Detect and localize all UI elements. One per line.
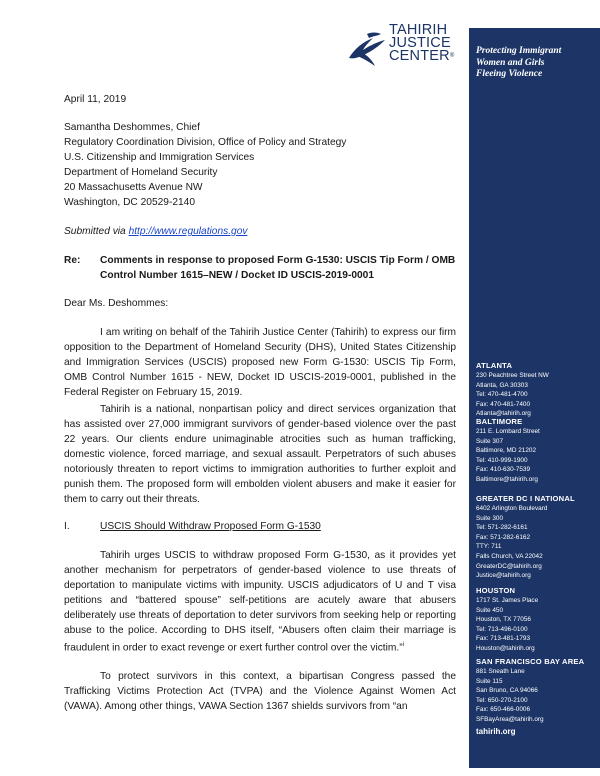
paragraph-2-text: Tahirih is a national, nonpartisan policy and direct services organization that has assisted over 27,000 immigrant survivors of gender-based violence over the past 22 years. Our clients endure unimaginable atrocities such as human trafficking, domestic violence, forced marriage, and sexual assault. Perpetrators of such abuses notoriously threaten to report victims to immigration authorities to further exploit and punish them. The proposed form will embolden violent abusers and make it easier for them to carry out their threats. bbox=[64, 404, 456, 505]
office-email[interactable]: GreaterDC@tahirih.org bbox=[476, 562, 542, 570]
recipient-line: Regulatory Coordination Division, Office of Policy and Strategy bbox=[64, 137, 347, 148]
office-line: Fax: 470-481-7400 bbox=[476, 400, 531, 408]
office-line: Fax: 713-481-1793 bbox=[476, 635, 531, 643]
office-line: Fax: 571-282-6162 bbox=[476, 533, 531, 541]
logo-wordmark bbox=[389, 24, 459, 63]
re-label: Re: bbox=[64, 255, 81, 266]
office-line: 211 E. Lombard Street bbox=[476, 428, 540, 435]
section-title: USCIS Should Withdraw Proposed Form G-1530 bbox=[100, 521, 321, 532]
tagline bbox=[476, 46, 561, 81]
registered-mark: ® bbox=[449, 53, 455, 59]
logo-line-2: JUSTICE bbox=[389, 35, 451, 51]
logo-line-1: TAHIRIH bbox=[389, 22, 448, 38]
office-line: Houston, TX 77056 bbox=[476, 616, 531, 624]
office-san-francisco bbox=[476, 657, 584, 725]
office-city: HOUSTON bbox=[476, 586, 516, 595]
office-line: 1717 St. James Place bbox=[476, 597, 539, 604]
tahirih-logo bbox=[347, 24, 457, 72]
office-line: 6402 Arlington Boulevard bbox=[476, 505, 548, 512]
office-email[interactable]: Baltimore@tahirih.org bbox=[476, 475, 538, 483]
office-line: Suite 450 bbox=[476, 606, 504, 614]
letter-date: April 11, 2019 bbox=[64, 94, 127, 105]
recipient-line: Washington, DC 20529-2140 bbox=[64, 197, 196, 208]
sidebar bbox=[469, 28, 600, 768]
office-line: Suite 115 bbox=[476, 677, 503, 685]
office-line: 881 Sneath Lane bbox=[476, 668, 525, 675]
tagline-line: Fleeing Violence bbox=[476, 69, 543, 79]
office-city: ATLANTA bbox=[476, 361, 513, 370]
office-line: Atlanta, GA 30303 bbox=[476, 381, 528, 389]
website-link[interactable]: tahirih.org bbox=[476, 727, 516, 736]
office-houston bbox=[476, 586, 538, 654]
office-line: San Bruno, CA 94066 bbox=[476, 687, 538, 695]
tagline-line: Women and Girls bbox=[476, 57, 545, 68]
office-city: SAN FRANCISCO BAY AREA bbox=[476, 657, 585, 666]
paragraph-3 bbox=[64, 548, 456, 655]
office-greater-dc bbox=[476, 494, 575, 581]
paragraph-3-text: Tahirih urges USCIS to withdraw proposed Form G-1530, as it provides yet another mechanism for perpetrators of gender-based violence to use threats of deportation to manipulate victims with impunity. USCIS adjudicators of U and T visa petitions and “battered spouse” self-petitions are acutely aware that abusers deliberately use threats of deportation to deter survivors from seeking help or reporting abuse to the police. According to DHS itself, “Abusers often claim their marriage is fraudulent in order to exact revenge or exert further control over the victim.” bbox=[64, 550, 456, 654]
recipient-line: Samantha Deshommes, Chief bbox=[64, 122, 200, 133]
office-baltimore bbox=[476, 417, 540, 485]
office-line: Fax: 410-630-7539 bbox=[476, 466, 531, 474]
tagline-line: Protecting Immigrant bbox=[476, 46, 562, 56]
office-email[interactable]: Justice@tahirih.org bbox=[476, 572, 531, 580]
office-line: Suite 300 bbox=[476, 514, 504, 522]
office-city: GREATER DC I NATIONAL bbox=[476, 494, 575, 503]
paragraph-1 bbox=[64, 325, 456, 400]
paragraph-1-text: I am writing on behalf of the Tahirih Justice Center (Tahirih) to express our firm opposition to the Department of Homeland Security (DHS), United States Citizenship and Immigration Services (USCIS) proposed new Form G-1530: USCIS Tip Form, OMB Control Number 1615 - NEW, Docket ID USCIS-2019-0001, published in the Federal Register on February 15, 2019. bbox=[64, 327, 456, 398]
office-line: Tel: 650-270-2100 bbox=[476, 696, 528, 704]
endnote-ref[interactable]: i bbox=[402, 642, 404, 648]
office-line: Tel: 410-999-1900 bbox=[476, 456, 528, 464]
office-line: Tel: 713-496-0100 bbox=[476, 625, 528, 633]
office-line: Tel: 470-481-4700 bbox=[476, 391, 528, 399]
recipient-line: Department of Homeland Security bbox=[64, 167, 218, 178]
office-atlanta bbox=[476, 361, 549, 419]
salutation: Dear Ms. Deshommes: bbox=[64, 298, 169, 309]
paragraph-2 bbox=[64, 402, 456, 507]
regulations-link[interactable]: http://www.regulations.gov bbox=[128, 226, 248, 237]
office-line: Tel: 571-282-6161 bbox=[476, 524, 528, 532]
paragraph-4-text: To protect survivors in this context, a bipartisan Congress passed the Trafficking Victims Protection Act (TVPA) and the Violence Against Women Act (VAWA). Among other things, VAWA Section 1367 shields survivors from “an bbox=[64, 671, 456, 712]
office-line: Fax: 650-466-0006 bbox=[476, 706, 531, 714]
submitted-via bbox=[64, 224, 247, 239]
section-number: I. bbox=[64, 521, 70, 532]
office-line: Falls Church, VA 22042 bbox=[476, 552, 543, 560]
logo-line-3: CENTER bbox=[389, 48, 450, 64]
recipient-line: 20 Massachusetts Avenue NW bbox=[64, 182, 203, 193]
office-email[interactable]: Atlanta@tahirih.org bbox=[476, 410, 531, 418]
office-line: Baltimore, MD 21202 bbox=[476, 447, 537, 455]
office-line: Suite 307 bbox=[476, 437, 504, 445]
office-email[interactable]: SFBayArea@tahirih.org bbox=[476, 715, 544, 723]
submitted-prefix: Submitted via bbox=[64, 226, 129, 237]
office-email[interactable]: Houston@tahirih.org bbox=[476, 644, 535, 652]
office-city: BALTIMORE bbox=[476, 417, 523, 426]
recipient-line: U.S. Citizenship and Immigration Services bbox=[64, 152, 255, 163]
re-subject: Comments in response to proposed Form G-1530: USCIS Tip Form / OMB Control Number 1615–NEW / Docket ID USCIS-2019-0001 bbox=[100, 255, 456, 281]
office-line: TTY: 711 bbox=[476, 543, 502, 551]
paragraph-4 bbox=[64, 669, 456, 714]
office-line: 230 Peachtree Street NW bbox=[476, 372, 549, 379]
dove-icon bbox=[347, 28, 387, 68]
